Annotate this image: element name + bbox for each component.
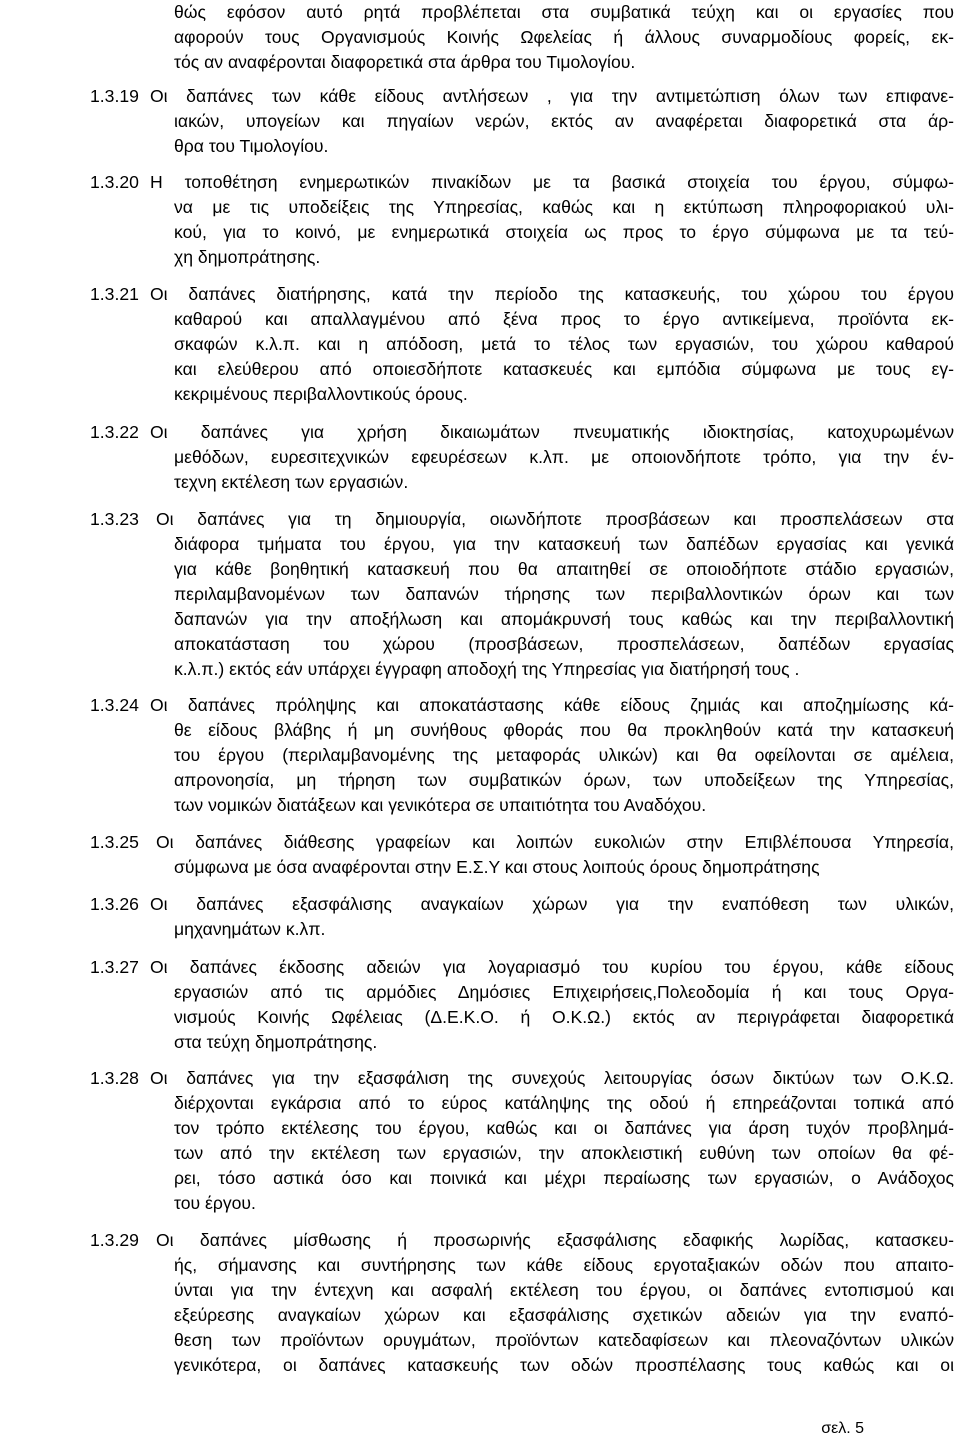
- item-text-line: εξεύρεσης αναγκαίων χώρων και εξασφάλισης σχετικών αδειών για την εναπό-: [174, 1305, 954, 1325]
- item-number: 1.3.28: [90, 1068, 139, 1088]
- item-text-line: ιακών, υπογείων και πηγαίων νερών, εκτός αν αναφέρεται διαφορετικά στα άρ-: [174, 111, 954, 131]
- item-text-line: σύμφωνα με όσα αναφέρονται στην Ε.Σ.Υ και στους λοιπούς όρους δημοπράτησης: [174, 857, 820, 877]
- item-text-line: νισμούς Κοινής Ωφέλειας (Δ.Ε.Κ.Ο. ή Ο.Κ.Ω.) εκτός αν περιγράφεται διαφορετικά: [174, 1007, 954, 1027]
- item-text-line: μεθόδων, ευρεσιτεχνικών εφευρέσεων κ.λπ. με οποιονδήποτε τρόπο, για την έν-: [174, 447, 954, 467]
- item-text-line: του έργου.: [174, 1193, 256, 1213]
- item-number: 1.3.20: [90, 172, 139, 192]
- item-text-line: Οι δαπάνες εξασφάλισης αναγκαίων χώρων για την εναπόθεση των υλικών,: [150, 894, 954, 914]
- item-text-line: διέρχονται εγκάρσια από το εύρος κατάληψης της οδού ή επηρεάζονται τοπικά από: [174, 1093, 954, 1113]
- item-text-line: θεση των προϊόντων ορυγμάτων, προϊόντων κατεδαφίσεων και πλεοναζόντων υλικών: [174, 1330, 954, 1350]
- item-text-line: κ.λ.π.) εκτός εάν υπάρχει έγγραφη αποδοχή της Υπηρεσίας για διατήρησή τους .: [174, 659, 800, 679]
- item-text-line: εργασιών από τις αρμόδιες Δημόσιες Επιχειρήσεις,Πολεοδομία ή και τους Οργα-: [174, 982, 954, 1002]
- item-text-line: και ελεύθερου από οποιεσδήποτε κατασκευές και εμπόδια σύμφωνα με τους εγ-: [174, 359, 954, 379]
- item-number: 1.3.27: [90, 957, 139, 977]
- item-number: 1.3.29: [90, 1230, 139, 1250]
- item-number: 1.3.21: [90, 284, 139, 304]
- intro-line: θώς εφόσον αυτό ρητά προβλέπεται στα συμβατικά τεύχη και οι εργασίες που: [174, 2, 954, 22]
- item-text-line: να με τις υποδείξεις της Υπηρεσίας, καθώς και η εκτύπωση πληροφοριακού υλι-: [174, 197, 954, 217]
- item-number: 1.3.24: [90, 695, 139, 715]
- item-text-line: απρονοησία, μη τήρηση των συμβατικών όρων, των υποδείξεων της Υπηρεσίας,: [174, 770, 954, 790]
- item-text-line: καθαρού και απαλλαγμένου από ξένα προς το έργο αντικείμενα, προϊόντα εκ-: [174, 309, 954, 329]
- item-text-line: ρει, τόσο αστικά όσο και ποινικά και μέχρι περαίωσης των εργασιών, ο Ανάδοχος: [174, 1168, 954, 1188]
- item-text-line: τον τρόπο εκτέλεσης του έργου, καθώς και οι δαπάνες για άρση τυχόν προβλημά-: [174, 1118, 954, 1138]
- item-number: 1.3.26: [90, 894, 139, 914]
- item-number: 1.3.19: [90, 86, 139, 106]
- intro-line: αφορούν τους Οργανισμούς Κοινής Ωφελείας ή άλλους συναρμοδίους φορείς, εκ-: [174, 27, 954, 47]
- item-text-line: Οι δαπάνες για τη δημιουργία, οιωνδήποτε προσβάσεων και προσπελάσεων στα: [156, 509, 954, 529]
- item-text-line: του έργου (περιλαμβανομένης της μεταφοράς υλικών) και θα οφείλονται σε αμέλεια,: [174, 745, 954, 765]
- intro-line: τός αν αναφέρονται διαφορετικά στα άρθρα του Τιμολογίου.: [174, 52, 636, 72]
- item-number: 1.3.22: [90, 422, 139, 442]
- item-text-line: Οι δαπάνες μίσθωσης ή προσωρινής εξασφάλισης εδαφικής λωρίδας, κατασκευ-: [156, 1230, 954, 1250]
- item-text-line: Οι δαπάνες διατήρησης, κατά την περίοδο της κατασκευής, του χώρου του έργου: [150, 284, 954, 304]
- item-text-line: Οι δαπάνες για χρήση δικαιωμάτων πνευματικής ιδιοκτησίας, κατοχυρωμένων: [150, 422, 954, 442]
- item-text-line: των από την εκτέλεση των εργασιών, την αποκλειστική ευθύνη των οποίων θα φέ-: [174, 1143, 954, 1163]
- item-text-line: θρα του Τιμολογίου.: [174, 136, 329, 156]
- item-text-line: των νομικών διατάξεων και γενικότερα σε υπαιτιότητα του Αναδόχου.: [174, 795, 707, 815]
- item-text-line: Οι δαπάνες έκδοσης αδειών για λογαριασμό του κυρίου του έργου, κάθε είδους: [150, 957, 954, 977]
- item-text-line: Οι δαπάνες για την εξασφάλιση της συνεχούς λειτουργίας όσων δικτύων των Ο.Κ.Ω.: [150, 1068, 954, 1088]
- item-text-line: για κάθε βοηθητική κατασκευή που θα απαιτηθεί σε οποιοδήποτε στάδιο εργασιών,: [174, 559, 954, 579]
- item-text-line: Η τοποθέτηση ενημερωτικών πινακίδων με τα βασικά στοιχεία του έργου, σύμφω-: [150, 172, 954, 192]
- item-text-line: στα τεύχη δημοπράτησης.: [174, 1032, 378, 1052]
- item-text-line: κού, για το κοινό, με ενημερωτικά στοιχεία ως προς το έργο σύμφωνα με τα τεύ-: [174, 222, 954, 242]
- item-text-line: Οι δαπάνες διάθεσης γραφείων και λοιπών ευκολιών στην Επιβλέπουσα Υπηρεσία,: [156, 832, 954, 852]
- item-number: 1.3.23: [90, 509, 139, 529]
- item-text-line: διάφορα τμήματα του έργου, για την κατασκευή των δαπέδων εργασίας και γενικά: [174, 534, 954, 554]
- item-text-line: ής, σήμανσης και συντήρησης των κάθε είδους εργοταξιακών οδών που απαιτο-: [174, 1255, 954, 1275]
- item-text-line: θε είδους βλάβης ή μη συνήθους φθοράς που θα προκληθούν κατά την κατασκευή: [174, 720, 954, 740]
- item-text-line: περιλαμβανομένων των δαπανών τήρησης των περιβαλλοντικών όρων και των: [174, 584, 954, 604]
- item-text-line: κεκριμένους περιβαλλοντικούς όρους.: [174, 384, 468, 404]
- item-text-line: Οι δαπάνες πρόληψης και αποκατάστασης κάθε είδους ζημιάς και αποζημίωσης κά-: [150, 695, 954, 715]
- item-text-line: ύνται για την έντεχνη και ασφαλή εκτέλεση του έργου, οι δαπάνες εντοπισμού και: [174, 1280, 954, 1300]
- item-number: 1.3.25: [90, 832, 139, 852]
- item-text-line: δαπανών για την αποξήλωση και απομάκρυνσή τους καθώς και την περιβαλλοντική: [174, 609, 954, 629]
- item-text-line: σκαφών κ.λ.π. και η απόδοση, μετά το τέλος των εργασιών, του χώρου καθαρού: [174, 334, 954, 354]
- item-text-line: γενικότερα, οι δαπάνες κατασκευής των οδών προσπέλασης τους καθώς και οι: [174, 1355, 954, 1375]
- item-text-line: μηχανημάτων κ.λπ.: [174, 919, 326, 939]
- item-text-line: χη δημοπράτησης.: [174, 247, 321, 267]
- page-number: σελ. 5: [821, 1420, 864, 1437]
- item-text-line: Οι δαπάνες των κάθε είδους αντλήσεων , για την αντιμετώπιση όλων των επιφανε-: [150, 86, 954, 106]
- item-text-line: τεχνη εκτέλεση των εργασιών.: [174, 472, 409, 492]
- item-text-line: αποκατάσταση του χώρου (προσβάσεων, προσπελάσεων, δαπέδων εργασίας: [174, 634, 954, 654]
